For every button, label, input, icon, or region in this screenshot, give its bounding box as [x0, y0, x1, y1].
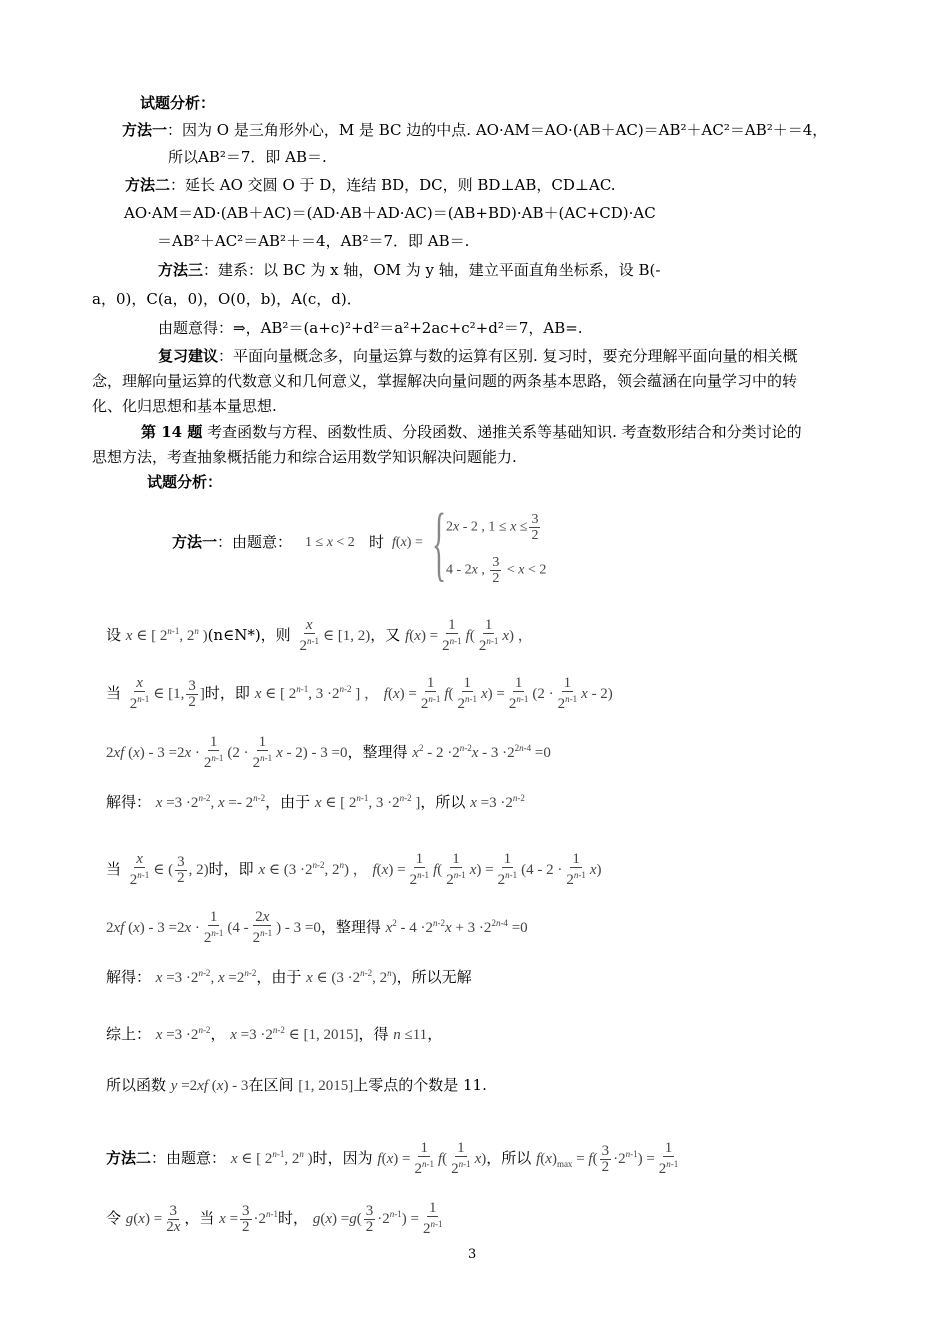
case-2-solution: 解得： $x =3 \cdot 2^{n-2}$, $x =2^{n-2}$，由于 x ∈ ($3 \cdot 2^{n-2}$, 2$^n$)，所以无解	[106, 968, 472, 986]
method-3-label: 方法三	[158, 261, 204, 279]
case-1-solution: 解得： $x =3 \cdot 2^{n-2}$, x =- 2$^{n-2}$，由于 x ∈ [ 2$^{n-1}$, $3 \cdot 2^{n-2}$ ]，所以 $x =3 \cdot 2^{n-2}$	[106, 793, 525, 811]
piecewise-brace: {	[432, 497, 447, 590]
s2-method-1-label: 方法一	[172, 533, 218, 551]
s2-method-2-line: 方法二：由题意： x ∈ [ 2$^{n-1}$, 2$^n$ )时，因为 f(x) = $\frac{1}{2^{n-1}}$ f( $\frac{1}{2^{n-1}}$ x)，所以 $f(x)_{max} = f$( $\frac{3}{2}$ $\cdot 2^{n-1}$) = $\frac{1}{2^{n-1}}$	[106, 1140, 679, 1177]
analysis-heading-2: 试题分析：	[147, 473, 223, 491]
question-14-label: 第 14 题	[141, 423, 203, 441]
analysis-heading-1: 试题分析：	[140, 94, 216, 112]
method-1-label: 方法一	[122, 121, 168, 139]
s2-method-2-define-g: 令 g(x) = $\frac{3}{2x}$ ，当 x = $\frac{3}{2}$ $\cdot 2^{n-1}$时， g(x) =g( $\frac{3}{2}$ $\cdot 2^{n-1}$) = $\frac{1}{2^{n-1}}$	[106, 1200, 443, 1237]
method-1-line-2: 所以AB²＝7．即 AB＝.	[168, 148, 327, 166]
final-conclusion: 所以函数 y =2xf (x) - 3在区间 [1, 2015]上零点的个数是 11.	[106, 1076, 487, 1094]
s2-method-2-label: 方法二	[106, 1149, 152, 1167]
s2-method-1-intro: 方法一：由题意：	[172, 533, 293, 551]
piecewise-case-1: 2x - 2 , 1 ≤ x ≤ $\frac{3}{2}$	[446, 512, 539, 543]
method-3-line-3: 由题意得：⇒，AB²＝(a+c)²+d²＝a²+2ac+c²+d²＝7，AB=.	[158, 319, 583, 337]
method-3-line-1: 方法三：建系：以 BC 为 x 轴，OM 为 y 轴，建立平面直角坐标系，设 B(-	[158, 261, 661, 279]
case-1-equation: 2xf (x) - 3 =2x · $\frac{1}{2^{n-1}}$ (2 · $\frac{1}{2^{n-1}}$ x - 2) - 3 =0，整理得 $x^2 - 2 \cdot 2^{n-2}x - 3 \cdot 2^{2n-4} =0$	[106, 734, 551, 771]
method-2-line-2: AO·AM＝AD·(AB＋AC)＝(AD·AB＋AD·AC)＝(AB+BD)·AB＋(AC+CD)·AC	[124, 204, 656, 222]
method-2-label: 方法二	[125, 176, 171, 194]
piecewise-when: 时	[369, 533, 385, 551]
set-x-line: 设 x ∈ [ 2$^{n-1}$, 2$^n$ )(n∈N*)，则 $\frac{x}{2^{n-1}}$ ∈ [1, 2)，又 f(x) = $\frac{1}{2^{n-1}}$ f( $\frac{1}{2^{n-1}}$ x) ，	[106, 617, 533, 654]
method-2-line-1: 方法二：延长 AO 交圆 O 于 D，连结 BD，DC，则 BD⊥AB，CD⊥AC.	[125, 176, 616, 194]
review-line-2: 念，理解向量运算的代数意义和几何意义，掌握解决向量问题的两条基本思路，领会蕴涵在向量学习中的转	[92, 372, 798, 390]
case-2-line: 当 $\frac{x}{2^{n-1}}$ ∈ ( $\frac{3}{2}$ , 2)时，即 x ∈ ($3 \cdot 2^{n-2}$, 2$^n$) ， f(x) = $\frac{1}{2^{n-1}}$ f( $\frac{1}{2^{n-1}}$ x) = $\frac{1}{2^{n-1}}$ (4 - 2 · $\frac{1}{2^{n-1}}$ x)	[106, 851, 602, 888]
question-14-line-1: 第 14 题 考查函数与方程、函数性质、分段函数、递推关系等基础知识. 考查数形结合和分类讨论的	[141, 423, 802, 441]
page-number: 3	[468, 1247, 477, 1262]
method-1-line-1: 方法一：因为 O 是三角形外心，M 是 BC 边的中点. AO·AM＝AO·(AB＋AC)＝AB²＋AC²＝AB²＋＝4，	[122, 121, 828, 139]
review-label: 复习建议	[158, 347, 219, 365]
piecewise-case-2: 4 - 2x , $\frac{3}{2}$ < x < 2	[446, 555, 547, 586]
review-line-3: 化、化归思想和基本量思想.	[92, 397, 277, 415]
question-14-line-2: 思想方法，考查抽象概括能力和综合运用数学知识解决问题能力.	[92, 448, 517, 466]
piecewise-fx: f(x) =	[392, 535, 423, 550]
case-2-equation: 2xf (x) - 3 =2x · $\frac{1}{2^{n-1}}$ (4 - $\frac{2x}{2^{n-1}}$ ) - 3 =0，整理得 $x^2 - 4 \cdot 2^{n-2}x + 3 \cdot 2^{2n-4} =0$	[106, 909, 528, 946]
method-3-line-2: a，0)，C(a，0)，O(0，b)，A(c，d)．	[92, 290, 362, 308]
method-2-line-3: ＝AB²＋AC²＝AB²＋＝4，AB²＝7．即 AB＝.	[157, 232, 470, 250]
case-1-line: 当 $\frac{x}{2^{n-1}}$ ∈ [1, $\frac{3}{2}$ ]时，即 x ∈ [ 2$^{n-1}$, $3 \cdot 2^{n-2}$ ] ， f(x) = $\frac{1}{2^{n-1}}$ f( $\frac{1}{2^{n-1}}$ x) = $\frac{1}{2^{n-1}}$ (2 · $\frac{1}{2^{n-1}}$ x - 2)	[106, 675, 613, 712]
review-line-1: 复习建议：平面向量概念多，向量运算与数的运算有区别. 复习时，要充分理解平面向量的相关概	[158, 347, 798, 365]
summary-line: 综上： $x =3 \cdot 2^{n-2}$， $x =3 \cdot 2^{n-2}$ ∈ [1, 2015]，得 n ≤11，	[106, 1025, 443, 1043]
piecewise-condition: 1 ≤ x < 2	[305, 535, 355, 550]
